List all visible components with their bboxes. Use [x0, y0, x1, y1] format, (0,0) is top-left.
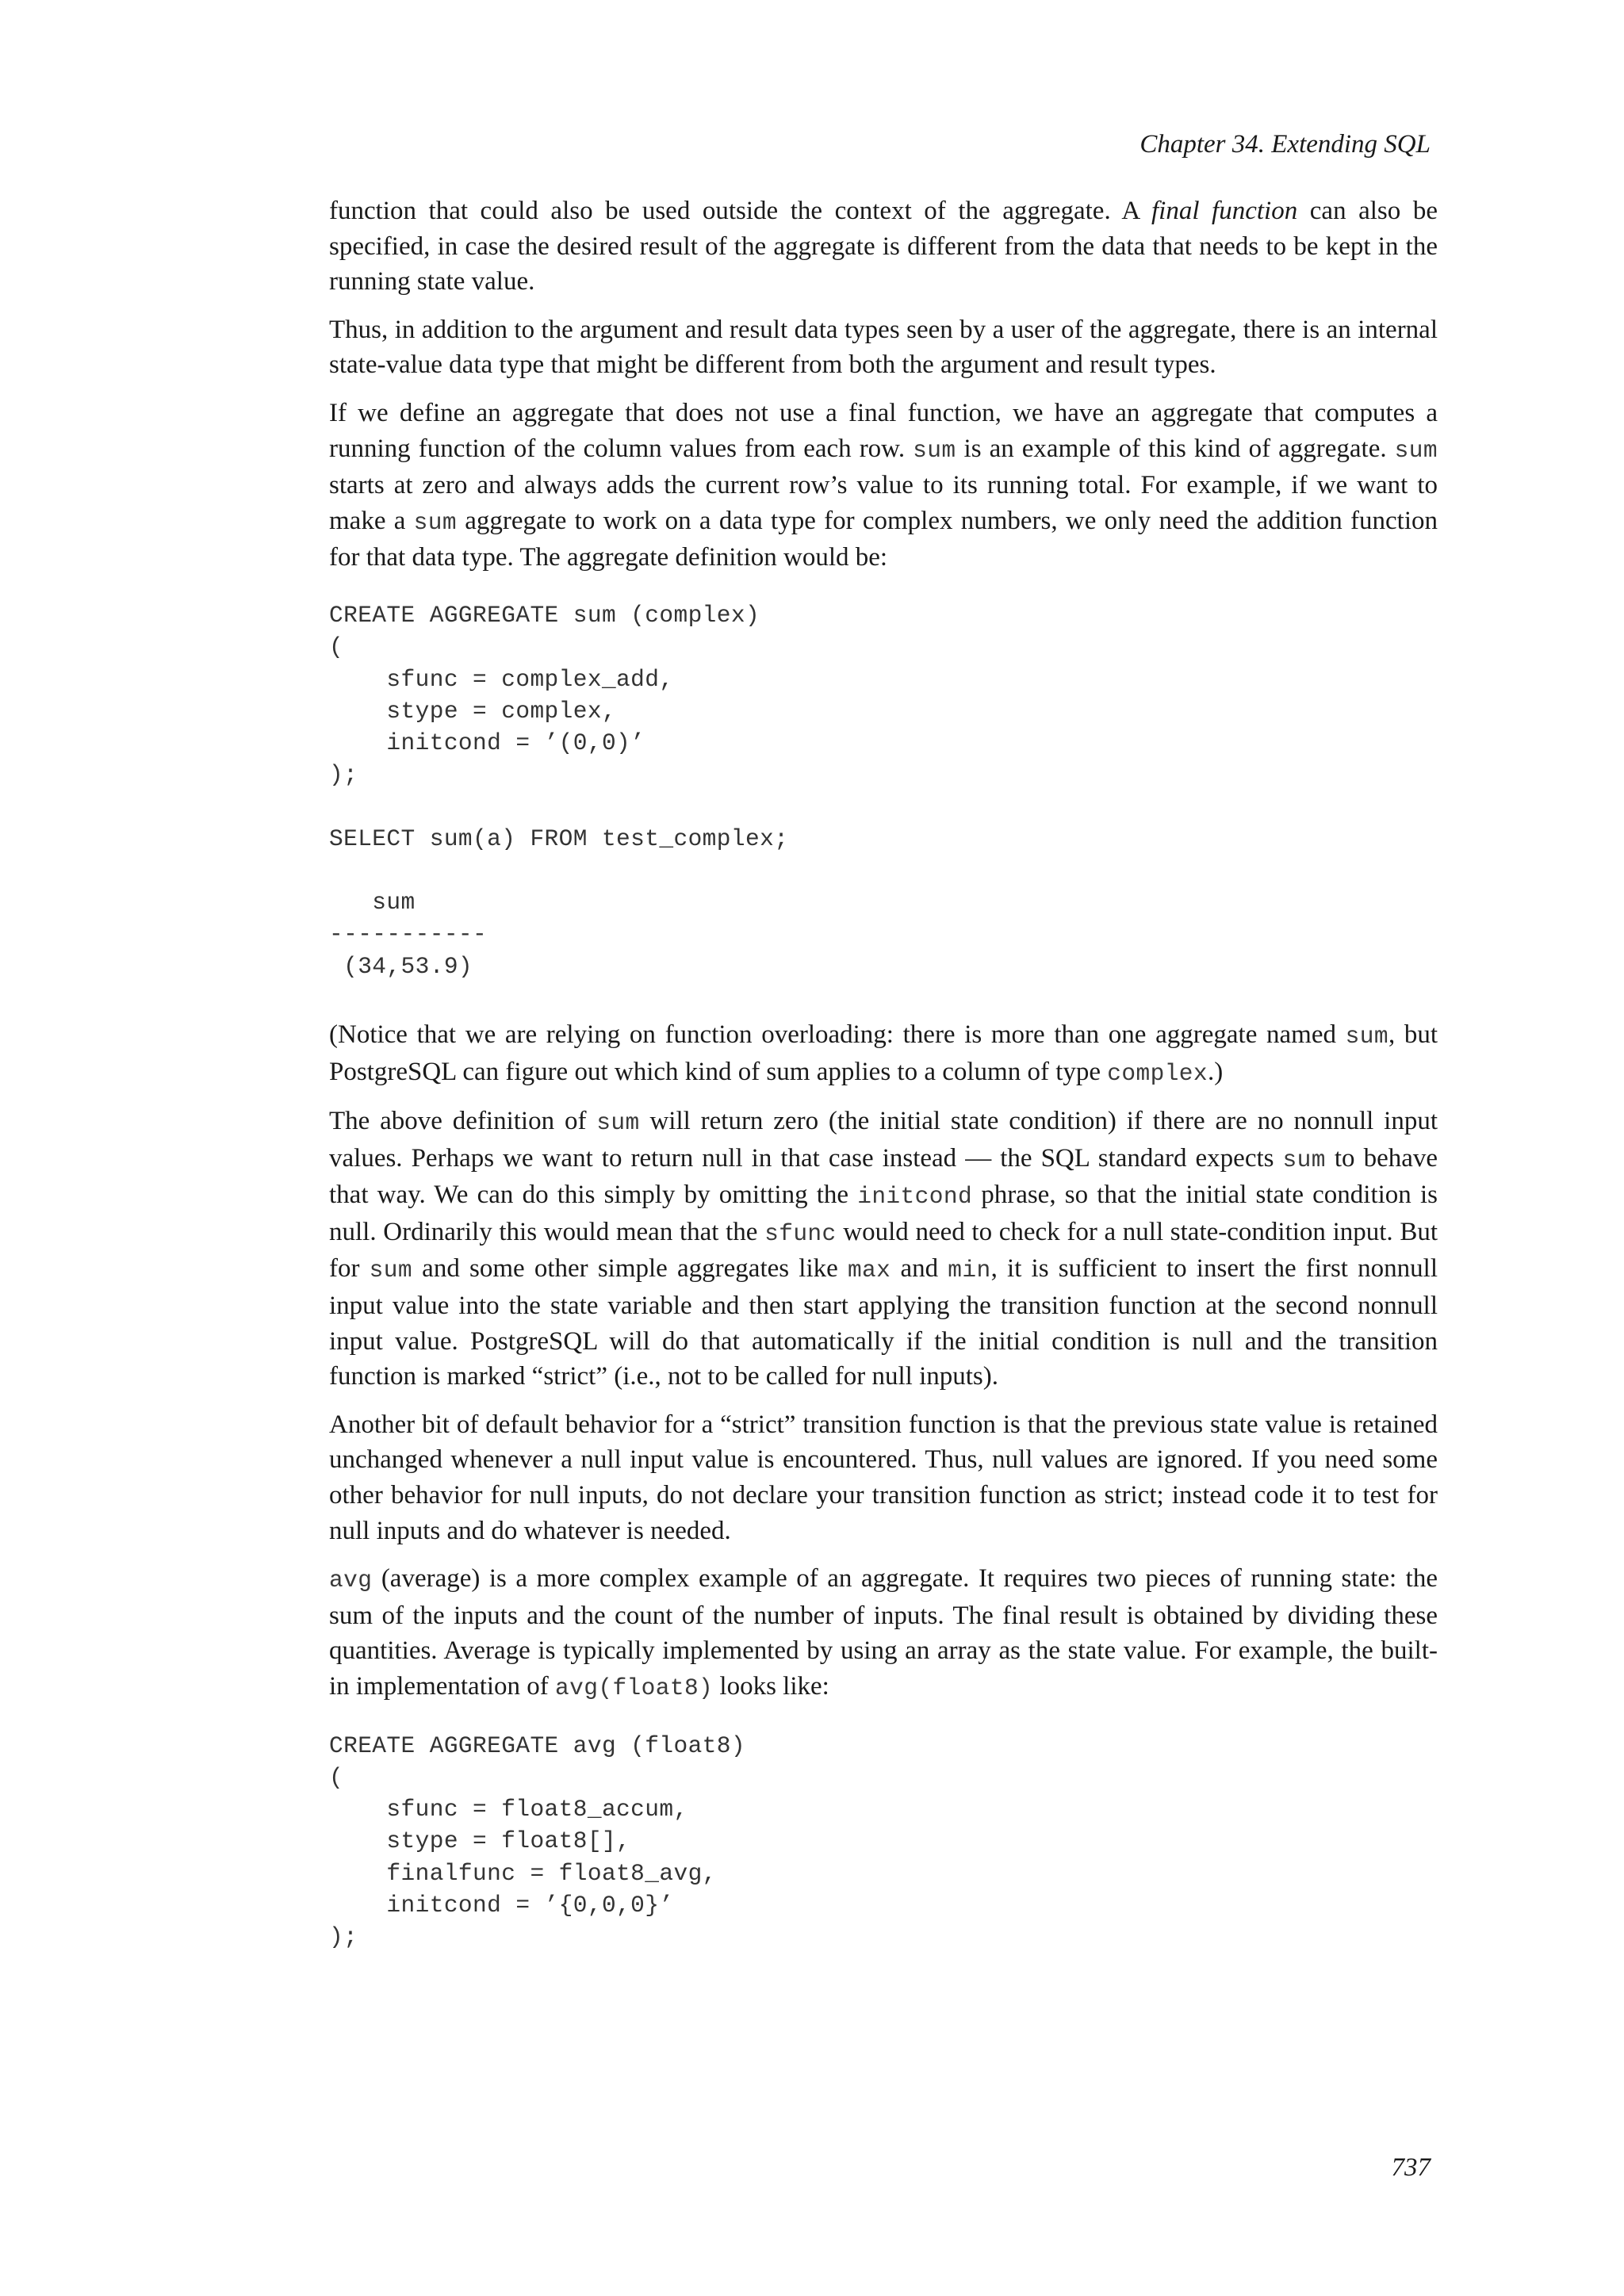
paragraph-overloading: [329, 1017, 1438, 1091]
inline-code-sum: sum: [369, 1257, 412, 1284]
inline-code-initcond: initcond: [857, 1183, 973, 1211]
text-run: The above definition of: [329, 1107, 597, 1136]
text-run: and: [891, 1254, 948, 1284]
text-run: .): [1208, 1057, 1224, 1086]
code-block-sum-result: sum ----------- (34,53.9): [329, 889, 488, 980]
code-block-avg-definition: CREATE AGGREGATE avg (float8) ( sfunc = float8_accum, stype = float8[], finalfunc = float8_avg, initcond = ’{0,0,0}’ );: [329, 1732, 745, 1951]
text-run: (average) is a more complex example of an aggregate. It requires two pieces of running state: the sum of the inputs and the count of the number of inputs. The final result is obtained by dividing these quantities. Average is typically implemented by using an array as the state value. For example, the built-in implementation of: [329, 1564, 1438, 1701]
text-run: and some other simple aggregates like: [412, 1254, 848, 1284]
text-run: will return zero (the initial state condition) if there are no nonnull input values. Perhaps we want to return null in that case instead — the SQL standard expects: [329, 1107, 1438, 1173]
inline-code-sum: sum: [1345, 1022, 1388, 1050]
text-run: phrase, so that the initial state condition is null. Ordinarily this would mean that the: [329, 1181, 1438, 1246]
paragraph-final-function: [329, 193, 1438, 300]
paragraph-sum-intro: [329, 396, 1438, 576]
text-run: to behave that way. We can do this simply by omitting the: [329, 1143, 1438, 1210]
text-run: (Notice that we are relying on function overloading: there is more than one aggregate named: [329, 1020, 1346, 1049]
text-run: starts at zero and always adds the current row’s value to its running total. For example, if we want to make a: [329, 471, 1438, 535]
inline-code-sum: sum: [596, 1109, 640, 1137]
inline-code-max: max: [847, 1257, 891, 1284]
text-run: , it is sufficient to insert the first nonnull input value into the state variable and then start applying the transition function at the second nonnull input value. PostgreSQL will do that automatically if the initial condition is null and the transition function is marked “strict” (i.e., not to be called for null inputs).: [329, 1254, 1438, 1391]
inline-code-avg-float8: avg(float8): [555, 1674, 714, 1701]
text-run: aggregate to work on a data type for complex numbers, we only need the addition function for that data type. The aggregate definition would be:: [329, 506, 1438, 572]
code-spacer: [329, 855, 1438, 886]
paragraph-state-type: Thus, in addition to the argument and result data types seen by a user of the aggregate, there is an internal state-value data type that might be different from both the argument and result types.: [329, 315, 1438, 380]
emphasis-final-function: final function: [1151, 197, 1298, 225]
code-block-sum-query: SELECT sum(a) FROM test_complex;: [329, 825, 789, 852]
paragraph-strict-behavior: Another bit of default behavior for a “strict” transition function is that the previous state value is retained unchanged whenever a null input value is encountered. Thus, null values are ignored. If you need some other behavior for null inputs, do not declare your transition function as strict; instead code it to test for null inputs and do whatever is needed.: [329, 1410, 1438, 1545]
text-run: function that could also be used outside the context of the aggregate. A: [329, 197, 1151, 225]
inline-code-sum: sum: [1394, 436, 1438, 464]
paragraph-avg-intro: [329, 1561, 1438, 1705]
text-run: looks like:: [713, 1672, 829, 1701]
text-run: If we define an aggregate that does not use a final function, we have an aggregate that computes a running function of the column values from each row.: [329, 398, 1438, 463]
inline-code-complex: complex: [1107, 1059, 1208, 1087]
text-run: , but PostgreSQL can figure out which kind of sum applies to a column of type: [329, 1020, 1438, 1086]
inline-code-avg: avg: [329, 1567, 373, 1594]
inline-code-sum: sum: [913, 436, 956, 464]
inline-code-sum: sum: [413, 508, 457, 536]
text-run: is an example of this kind of aggregate.: [956, 434, 1395, 463]
running-header: Chapter 34. Extending SQL: [1139, 130, 1431, 159]
page-body: [329, 193, 1438, 1954]
inline-code-min: min: [948, 1257, 991, 1284]
text-run: would need to check for a null state-condition input. But for: [329, 1217, 1438, 1284]
text-run: can also be specified, in case the desired result of the aggregate is different from the data that needs to be kept in the running state value.: [329, 197, 1438, 297]
inline-code-sfunc: sfunc: [764, 1219, 837, 1247]
code-spacer: [329, 791, 1438, 823]
page-number: 737: [1391, 2153, 1431, 2182]
paragraph-null-initcond: [329, 1104, 1438, 1395]
code-block-sum-definition: CREATE AGGREGATE sum (complex) ( sfunc = complex_add, stype = complex, initcond = ’(0,0)’ );: [329, 601, 760, 789]
inline-code-sum: sum: [1282, 1146, 1326, 1173]
